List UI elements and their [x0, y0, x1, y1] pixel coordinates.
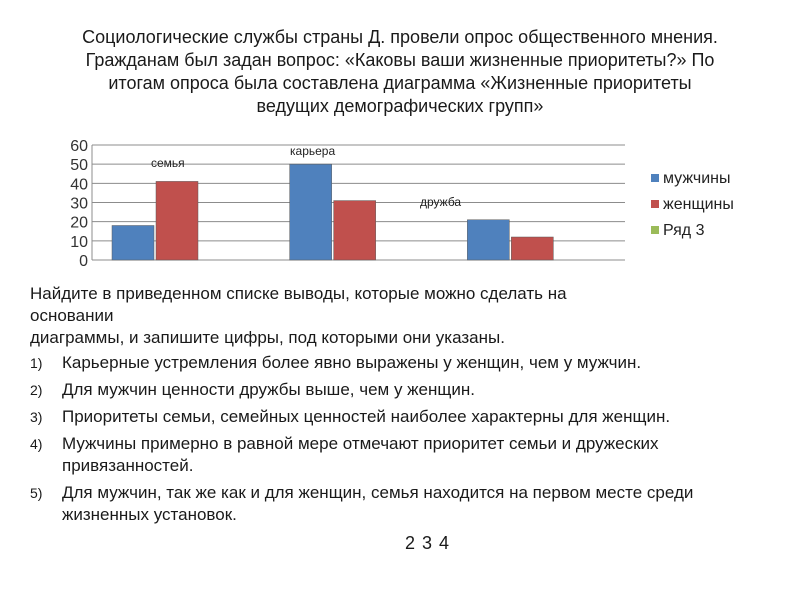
option-number: 1) — [30, 355, 43, 371]
bar-женщины-семья — [156, 181, 198, 260]
legend-label: Ряд 3 — [663, 222, 705, 239]
bar-мужчины-карьера — [290, 164, 332, 260]
bar-женщины-дружба — [511, 237, 553, 260]
option-number: 2) — [30, 382, 43, 398]
option-item — [0, 406, 760, 428]
legend-label: женщины — [663, 196, 734, 213]
y-tick-label: 60 — [70, 138, 88, 155]
question-line-2: основании — [30, 306, 114, 325]
question-text — [30, 283, 720, 349]
option-item — [0, 482, 760, 526]
bar-женщины-карьера — [334, 201, 376, 260]
legend-label: мужчины — [663, 170, 731, 187]
option-item — [0, 433, 760, 477]
question-line-3: диаграммы, и запишите цифры, под которыми они указаны. — [30, 328, 505, 347]
option-number: 3) — [30, 409, 43, 425]
bar-chart — [0, 0, 800, 290]
category-annotation: карьера — [290, 144, 336, 158]
option-text: Мужчины примерно в равной мере отмечают приоритет семьи и дружеских привязанностей. — [62, 434, 659, 475]
option-text: Приоритеты семьи, семейных ценностей наиболее характерны для женщин. — [62, 407, 671, 426]
title-line-3: итогам опроса была составлена диаграмма «Жизненные приоритеты — [108, 73, 692, 93]
y-tick-label: 0 — [79, 253, 88, 270]
legend-swatch — [651, 174, 659, 182]
category-annotation: семья — [151, 156, 185, 170]
options-list — [0, 352, 760, 531]
title-line-2: Гражданам был задан вопрос: «Каковы ваши жизненные приоритеты?» По — [85, 50, 715, 70]
option-text: Карьерные устремления более явно выражены у женщин, чем у мужчин. — [62, 353, 642, 372]
title-line-4: ведущих демографических групп» — [256, 96, 544, 116]
option-item — [0, 352, 760, 374]
category-annotation: дружба — [420, 195, 462, 209]
bar-мужчины-дружба — [467, 220, 509, 260]
legend-swatch — [651, 200, 659, 208]
y-tick-label: 40 — [70, 176, 88, 194]
y-tick-label: 50 — [70, 157, 88, 175]
y-tick-label: 30 — [70, 195, 88, 213]
y-tick-label: 20 — [70, 214, 88, 232]
option-item — [0, 379, 760, 401]
option-number: 4) — [30, 436, 43, 452]
bar-мужчины-семья — [112, 226, 154, 261]
option-text: Для мужчин, так же как и для женщин, семья находится на первом месте среди жизненных установок. — [62, 483, 694, 524]
option-text: Для мужчин ценности дружбы выше, чем у женщин. — [62, 380, 475, 399]
question-line-1: Найдите в приведенном списке выводы, которые можно сделать на — [30, 284, 567, 303]
option-number: 5) — [30, 485, 43, 501]
title-line-1: Социологические службы страны Д. провели опрос общественного мнения. — [82, 27, 718, 47]
y-tick-label: 10 — [70, 233, 88, 251]
answer-text: 2 3 4 — [405, 533, 451, 553]
legend-swatch — [651, 226, 659, 234]
